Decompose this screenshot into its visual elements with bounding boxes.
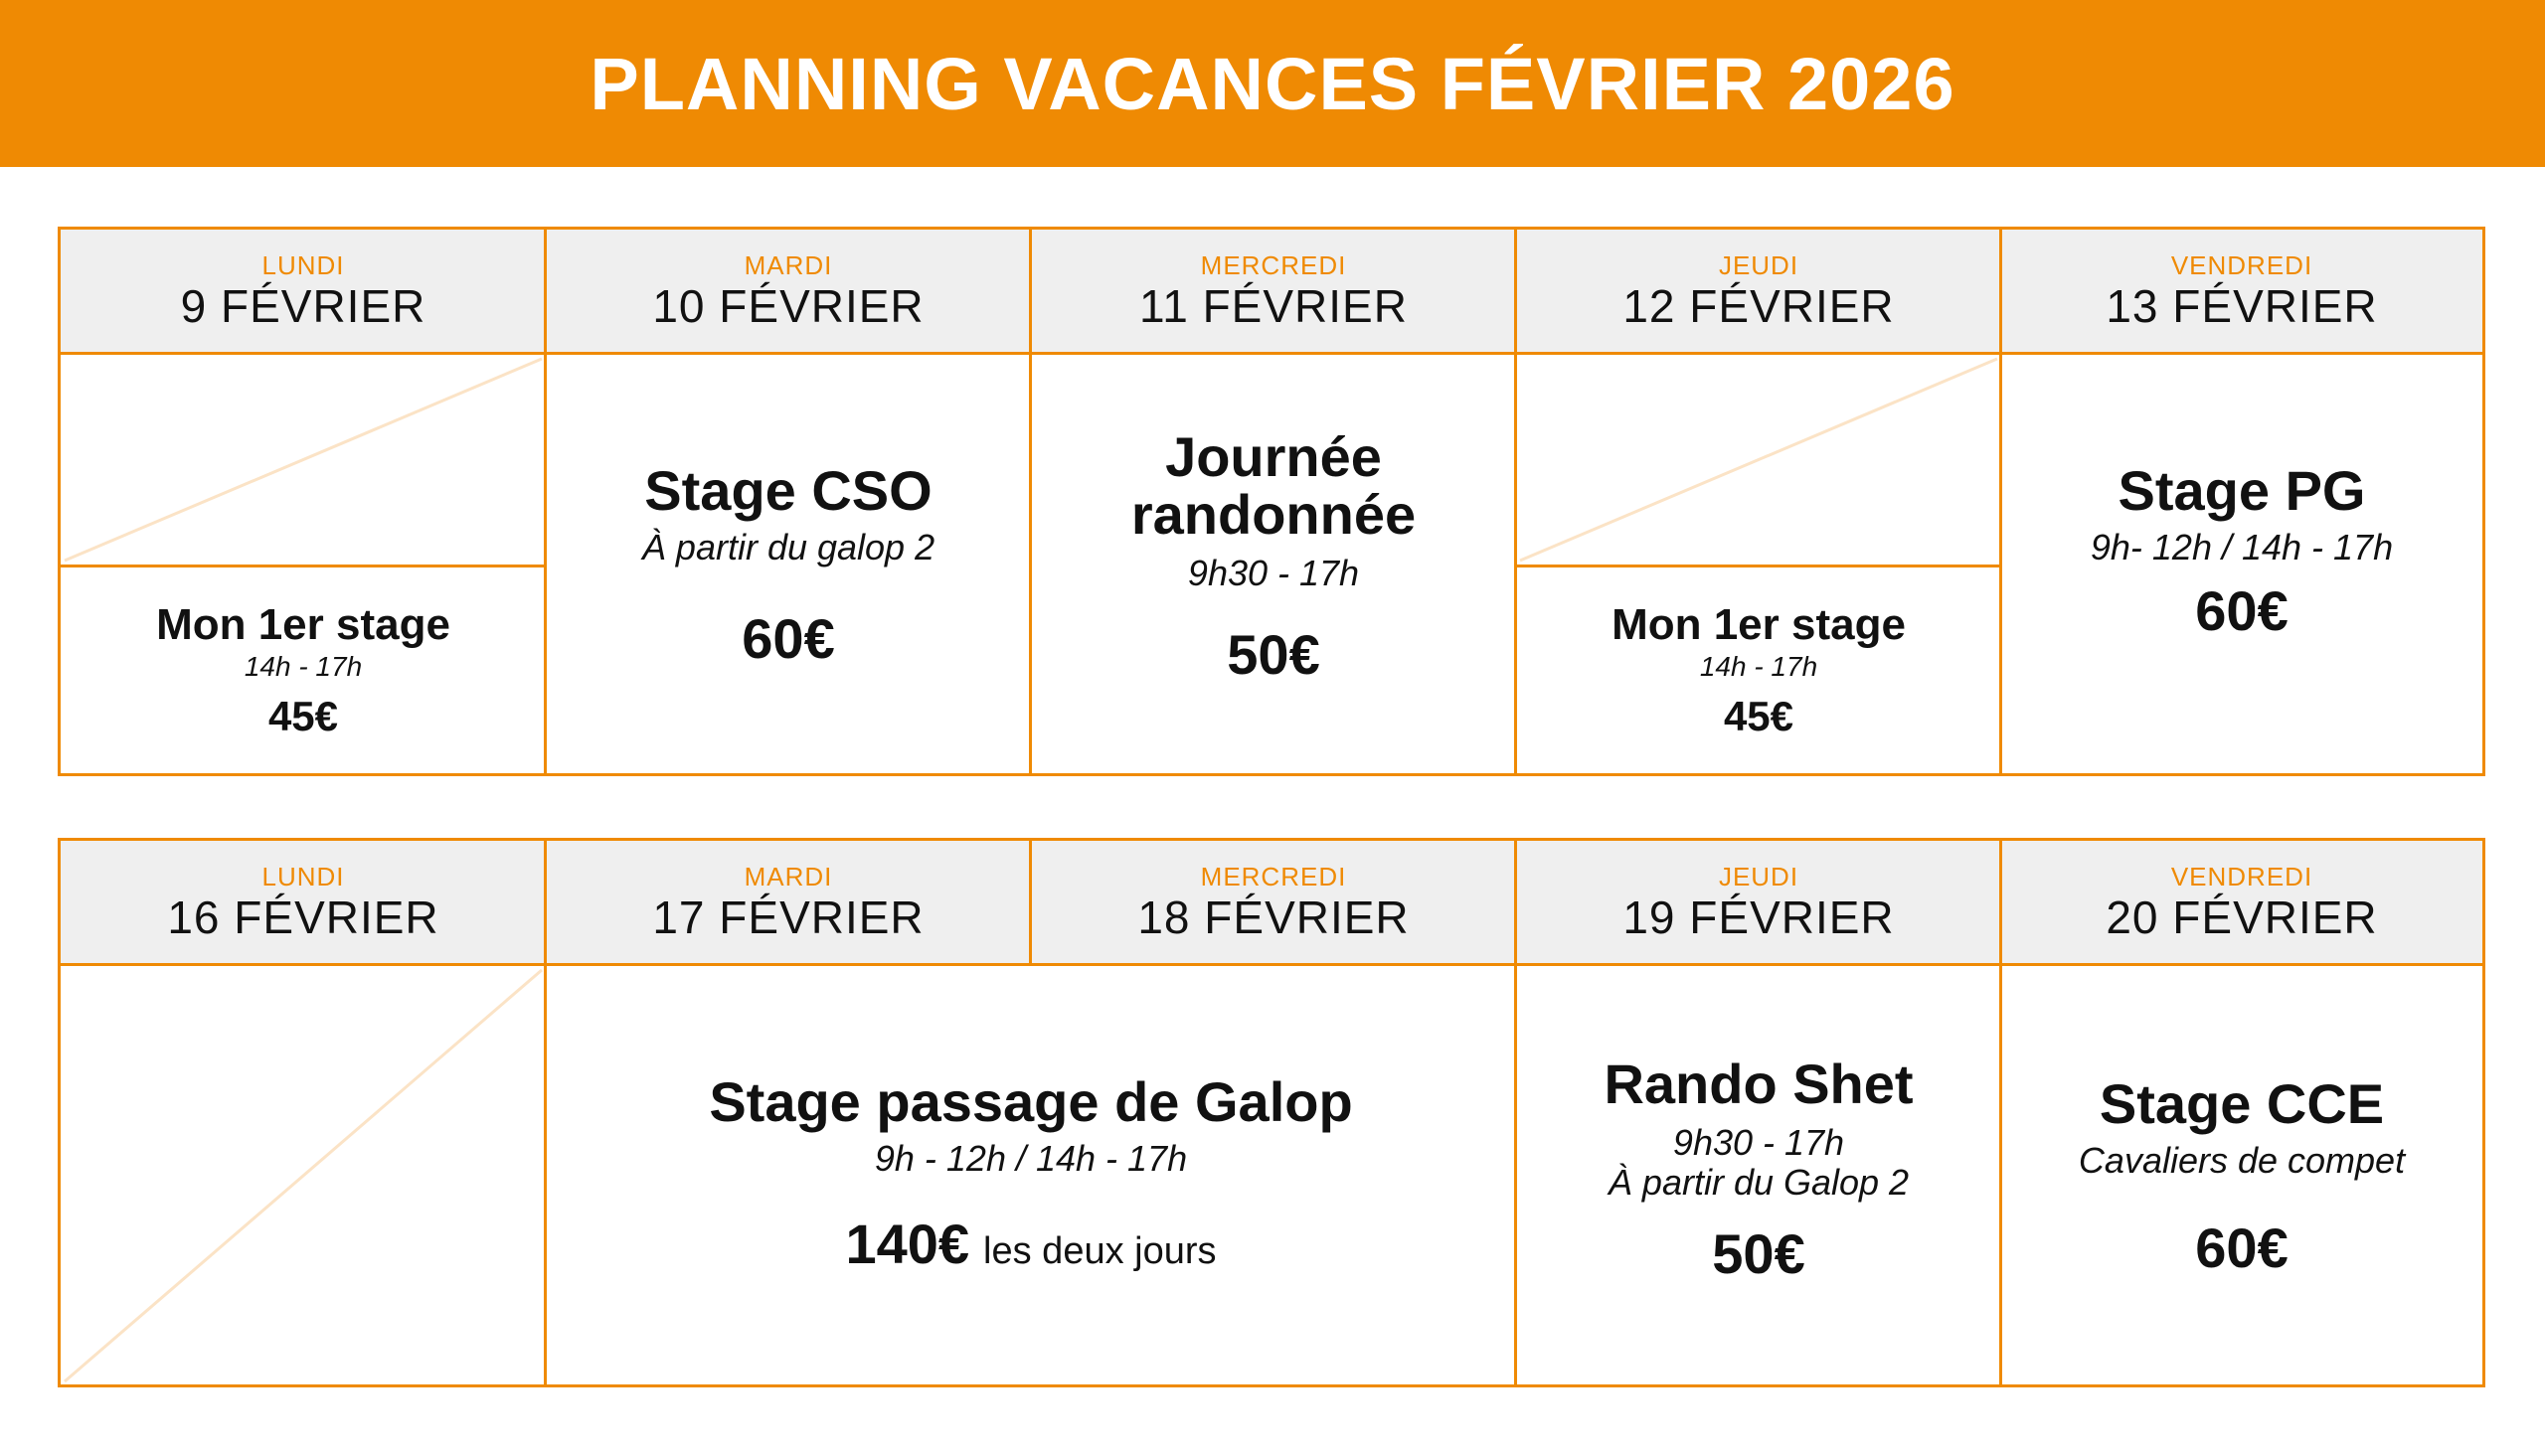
column-divider (1514, 230, 1517, 773)
week-1-table (58, 227, 2485, 776)
activity-time: 9h- 12h / 14h - 17h (2090, 527, 2394, 567)
day-name: VENDREDI (2170, 861, 2313, 891)
activity-title: Mon 1er stage (156, 599, 450, 649)
activity-title: Stage passage de Galop (709, 1070, 1353, 1133)
activity-title: Stage CSO (644, 459, 933, 522)
activity-price: 140€ (845, 1213, 970, 1275)
day-header-tuesday (546, 230, 1031, 355)
day-header-wednesday (1031, 841, 1516, 966)
activity-time: 14h - 17h (1699, 650, 1818, 682)
activity-title: Stage CCE (2099, 1072, 2385, 1135)
day-date: 12 FÉVRIER (1622, 279, 1895, 332)
activity-subtitle: À partir du Galop 2 (1608, 1162, 1910, 1203)
page-title: PLANNING VACANCES FÉVRIER 2026 (590, 42, 1955, 125)
day-header-thursday (1516, 230, 2001, 355)
activity-price: 45€ (1723, 692, 1794, 739)
day-date: 17 FÉVRIER (652, 890, 925, 943)
day-header-monday (61, 230, 546, 355)
day-header-tuesday (546, 841, 1031, 966)
activity-price: 45€ (267, 692, 339, 739)
activity-mon-premier-stage (1516, 567, 2001, 773)
day-name: MERCREDI (1200, 861, 1347, 891)
day-date: 19 FÉVRIER (1622, 890, 1895, 943)
day-date: 20 FÉVRIER (2106, 890, 2378, 943)
day-date: 13 FÉVRIER (2106, 279, 2378, 332)
activity-title: randonnée (1130, 483, 1417, 546)
header-banner (0, 0, 2545, 167)
activity-price: 50€ (1227, 623, 1320, 686)
day-header-thursday (1516, 841, 2001, 966)
column-divider (544, 841, 547, 1384)
empty-slot-diagonal (61, 355, 546, 565)
activity-subtitle: À partir du galop 2 (641, 527, 935, 567)
column-divider (1999, 841, 2002, 1384)
day-name: MARDI (744, 249, 833, 280)
activity-time: 9h30 - 17h (1187, 553, 1360, 593)
activity-price: 60€ (742, 607, 835, 670)
day-date: 11 FÉVRIER (1139, 279, 1408, 332)
column-divider (1029, 230, 1032, 773)
day-name: MARDI (744, 861, 833, 891)
activity-stage-pg (2001, 355, 2482, 773)
activity-stage-passage-de-galop (546, 966, 1516, 1384)
activity-stage-cce (2001, 966, 2482, 1384)
day-name: LUNDI (261, 249, 345, 280)
week-2-table (58, 838, 2485, 1387)
day-name: MERCREDI (1200, 249, 1347, 280)
activity-time: 9h30 - 17h (1672, 1122, 1845, 1163)
activity-title: Mon 1er stage (1612, 599, 1906, 649)
activity-title: Journée (1165, 425, 1382, 488)
activity-price: 50€ (1712, 1222, 1805, 1285)
empty-slot-diagonal (1516, 355, 2001, 565)
activity-subtitle: Cavaliers de compet (2078, 1140, 2406, 1181)
day-header-wednesday (1031, 230, 1516, 355)
activity-time: 9h - 12h / 14h - 17h (874, 1138, 1188, 1179)
activity-title: Stage PG (2118, 459, 2366, 522)
day-header-friday (2001, 230, 2482, 355)
day-name: VENDREDI (2170, 249, 2313, 280)
column-divider (1029, 841, 1032, 966)
activity-stage-cso (546, 355, 1031, 773)
day-header-friday (2001, 841, 2482, 966)
empty-slot-diagonal (61, 966, 546, 1384)
activity-price-row (845, 1213, 1216, 1276)
activity-price-note: les deux jours (983, 1230, 1217, 1272)
column-divider (1514, 841, 1517, 1384)
day-date: 18 FÉVRIER (1137, 890, 1410, 943)
activity-title: Rando Shet (1604, 1052, 1914, 1115)
activity-price: 60€ (2195, 579, 2289, 642)
day-name: JEUDI (1718, 861, 1799, 891)
day-date: 16 FÉVRIER (167, 890, 439, 943)
day-name: JEUDI (1718, 249, 1799, 280)
column-divider (1999, 230, 2002, 773)
activity-price: 60€ (2195, 1216, 2289, 1279)
activity-rando-shet (1516, 966, 2001, 1384)
day-name: LUNDI (261, 861, 345, 891)
day-date: 9 FÉVRIER (180, 279, 426, 332)
day-header-monday (61, 841, 546, 966)
activity-time: 14h - 17h (244, 650, 363, 682)
activity-mon-premier-stage (61, 567, 546, 773)
activity-journee-randonnee (1031, 355, 1516, 773)
column-divider (544, 230, 547, 773)
day-date: 10 FÉVRIER (652, 279, 925, 332)
